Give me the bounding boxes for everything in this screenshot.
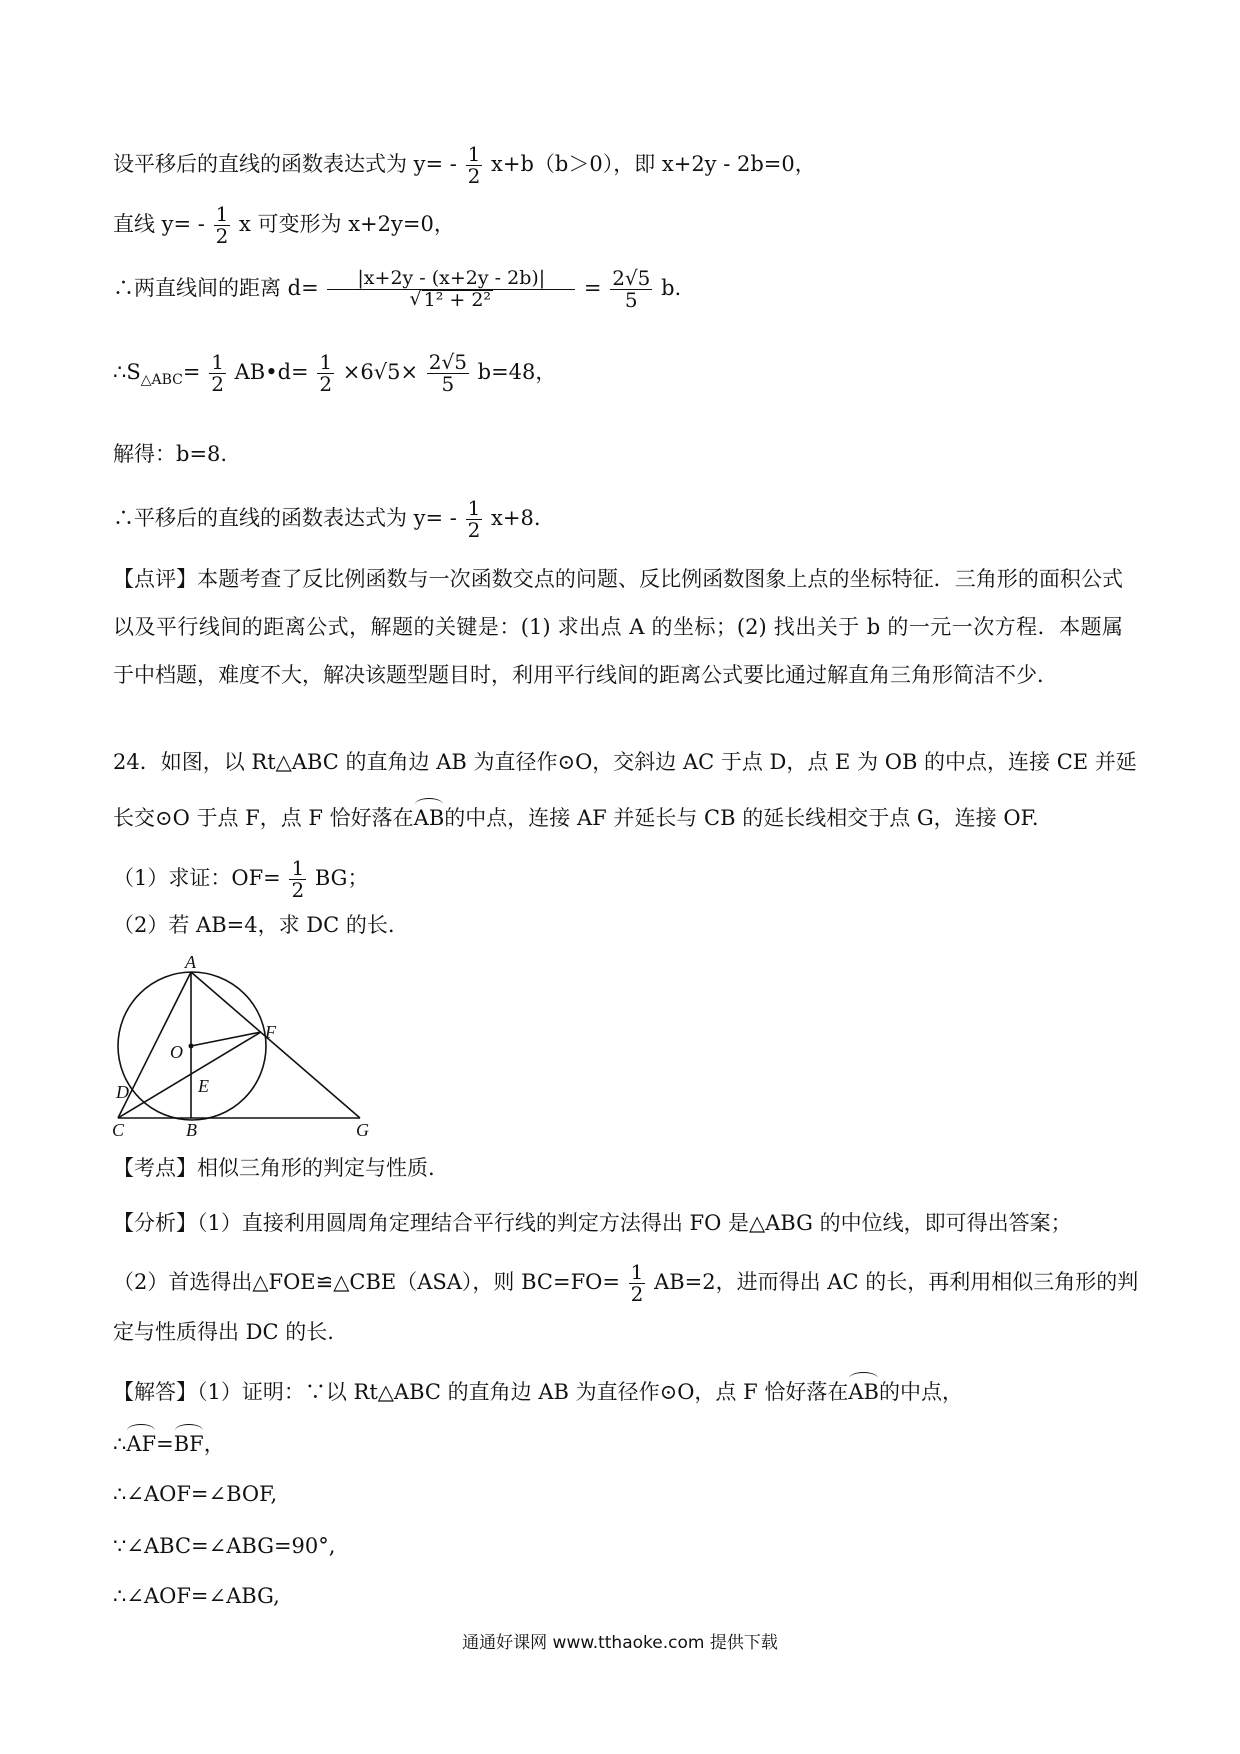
arc-bf: BF (173, 1432, 204, 1456)
text: = (156, 1432, 174, 1456)
text: ， (203, 1432, 225, 1456)
numerator: 2√5 (428, 350, 467, 374)
label-a: A (185, 952, 196, 972)
text: 【解答】（1）证明：∵以 Rt△ABC 的直角边 AB 为直径作⊙O，点 F 恰好落在 (113, 1380, 849, 1404)
text: x+8. (491, 506, 541, 530)
review-paragraph: 【点评】本题考查了反比例函数与一次函数交点的问题、反比例函数图象上点的坐标特征．三角形的面积公式以及平行线间的距离公式，解题的关键是：(1) 求出点 A 的坐标；(2) 找出关于 b 的一元一次方程．本题属于中档题，难度不大，解决该题型题目时，利用平行线间的距离公式要比通过解直角三角形简洁不少． (113, 567, 1123, 687)
text: AB=2，进而得出 AC 的长，再利用相似三角形的判 (654, 1270, 1139, 1294)
text: AB•d= (234, 360, 309, 384)
geometry-figure (108, 950, 378, 1140)
subscript: △ABC (140, 372, 183, 389)
text: 设平移后的直线的函数表达式为 y= - (113, 152, 457, 176)
step-3: ∵∠ABC=∠ABG=90°, (113, 1534, 336, 1558)
fraction (317, 352, 334, 395)
text: 的中点，连接 AF 并延长与 CB 的延长线相交于点 G，连接 OF. (444, 806, 1039, 830)
text: BG； (314, 866, 369, 890)
denominator (408, 287, 496, 311)
solution-line-4 (113, 352, 556, 395)
fraction (466, 498, 483, 541)
text: b=48， (477, 360, 557, 384)
solution-line-2 (113, 204, 455, 247)
fenxi-line-2 (113, 1262, 1138, 1305)
numerator: |x+2y - (x+2y - 2b)| (327, 269, 575, 290)
fraction (466, 144, 483, 187)
solution-line-3 (113, 268, 681, 311)
solution-line-6 (113, 498, 541, 541)
text: = (583, 276, 602, 300)
fenxi-line-1: 【分析】（1）直接利用圆周角定理结合平行线的判定方法得出 FO 是△ABG 的中位线，即可得出答案； (113, 1211, 1072, 1235)
q24-line-1: 24．如图，以 Rt△ABC 的直角边 AB 为直径作⊙O，交斜边 AC 于点 D，点 E 为 OB 的中点，连接 CE 并延 (113, 750, 1137, 774)
text: 的中点， (878, 1380, 963, 1404)
kaodian-line: 【考点】相似三角形的判定与性质. (113, 1156, 435, 1180)
step-4: ∴∠AOF=∠ABG, (113, 1584, 280, 1608)
text: x 可变形为 x+2y=0， (239, 212, 455, 236)
numerator: 1 (215, 202, 229, 226)
denominator: 5 (441, 372, 455, 396)
numerator: 1 (467, 496, 481, 520)
label-e: E (198, 1076, 209, 1096)
line-ag (191, 972, 360, 1118)
fraction (289, 858, 306, 901)
arc-ab: AB (413, 806, 445, 830)
solution-line-1 (113, 144, 816, 187)
distance-fraction (327, 266, 575, 311)
numerator: 1 (211, 350, 224, 374)
label-b: B (186, 1120, 197, 1140)
fraction (214, 204, 231, 247)
numerator: 1 (291, 856, 305, 880)
radicand: 1² + 2² (423, 288, 492, 311)
denominator: 2 (319, 372, 333, 396)
numerator: 1 (467, 142, 481, 166)
footer-credit: 通通好课网 www.tthaoke.com 提供下载 (462, 1633, 778, 1653)
fraction (629, 1262, 646, 1305)
label-g: G (356, 1120, 369, 1140)
denominator: 2 (211, 372, 224, 396)
text: ×6√5× (342, 360, 419, 384)
text: ∴ (113, 1432, 127, 1456)
label-c: C (112, 1120, 125, 1140)
denominator: 2 (291, 878, 305, 902)
text: ∴平移后的直线的函数表达式为 y= - (113, 506, 457, 530)
label-f: F (265, 1022, 276, 1042)
numerator: 1 (319, 350, 333, 374)
step-2: ∴∠AOF=∠BOF, (113, 1482, 278, 1506)
arc-af: AF (126, 1432, 157, 1456)
denominator: 2 (467, 164, 481, 188)
denominator: 2 (215, 224, 229, 248)
text: 直线 y= - (113, 212, 205, 236)
text: ∴两直线间的距离 d= (113, 276, 319, 300)
text: x+b（b＞0），即 x+2y - 2b=0， (491, 152, 816, 176)
fenxi-line-3: 定与性质得出 DC 的长. (113, 1320, 334, 1344)
text: 长交⊙O 于点 F，点 F 恰好落在 (113, 806, 414, 830)
denominator: 2 (630, 1282, 644, 1306)
text: （1）求证：OF= (113, 866, 281, 890)
fraction (610, 268, 652, 311)
q24-part-2: （2）若 AB=4，求 DC 的长. (113, 913, 395, 937)
arc-ab: AB (848, 1380, 879, 1404)
numerator: 2√5 (612, 266, 651, 290)
sqrt: √ 1² + 2² (409, 287, 492, 311)
fraction (427, 352, 469, 395)
point-o (189, 1044, 194, 1049)
denominator: 5 (624, 288, 638, 312)
label-d: D (116, 1082, 129, 1102)
denominator: 2 (467, 518, 481, 542)
text: （2）首选得出△FOE≌△CBE（ASA），则 BC=FO= (113, 1270, 620, 1294)
step-1 (113, 1430, 225, 1455)
text: ∴S (113, 360, 141, 384)
text: = (182, 360, 201, 384)
q24-part-1 (113, 858, 368, 901)
fraction (209, 352, 226, 395)
numerator: 1 (630, 1260, 644, 1284)
label-o: O (170, 1042, 183, 1062)
text: b. (661, 276, 682, 300)
jieda-line (113, 1378, 963, 1403)
q24-line-2 (113, 804, 1039, 829)
solution-line-5: 解得：b=8. (113, 442, 228, 466)
